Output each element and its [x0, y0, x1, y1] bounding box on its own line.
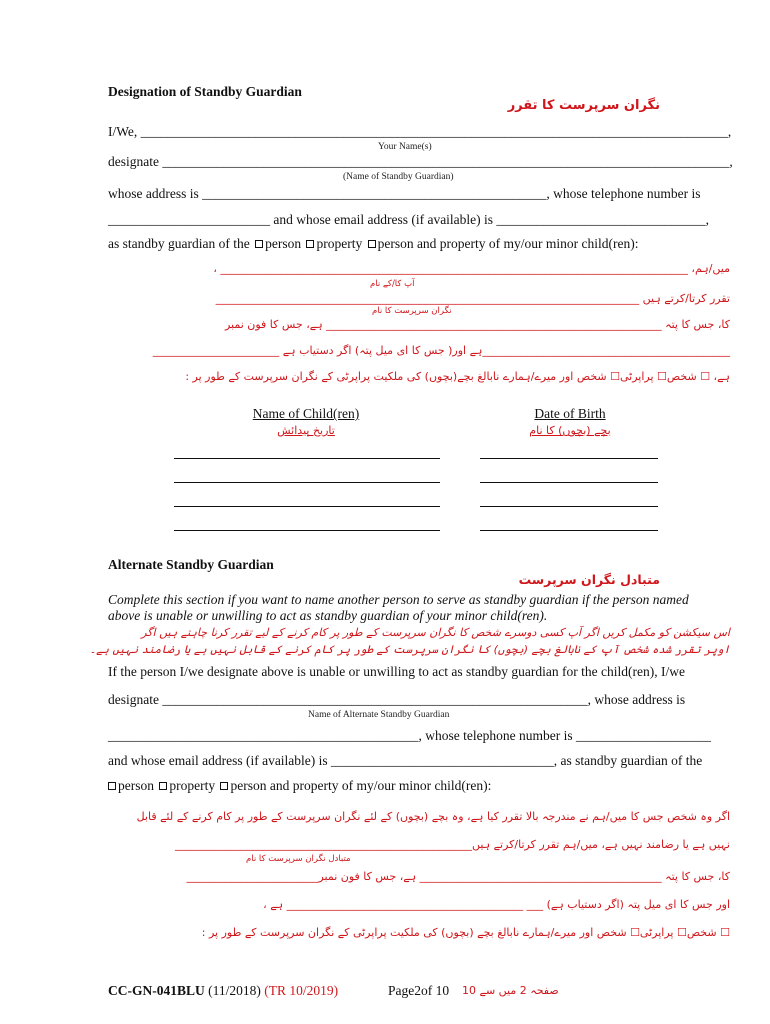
urdu-standby-type-line: ہے، ☐ شخص☐ پراپرٹی☐ شخص اور میرے/ہمارے نابالغ بچے(بچوں) کی ملکیت پراپرٹی کے نگران سرپرست کے طور پر :	[185, 370, 730, 383]
alt-urdu-line5: ☐ شخص☐ پراپرٹی☐ شخص اور میرے/ہمارے نابالغ بچے (بچوں) کی ملکیت پراپرٹی کے نگران سرپرست کے طور پر :	[201, 926, 730, 939]
alt-urdu-line2: نہیں ہے یا رضامند نہیں ہے، میں/ہم تقرر کرتا/کرتے ہیں______________________________________________________	[174, 838, 730, 851]
property-label: property	[316, 236, 363, 251]
alternate-guardian-caption: Name of Alternate Standby Guardian	[308, 710, 450, 720]
footer-tr: (TR 10/2019)	[264, 983, 339, 998]
alternate-phone-line[interactable]: ______________________________________________, whose telephone number is ____________________	[108, 728, 711, 743]
alt-urdu-line3: کا، جس کا پتہ ____________________________________________ ہے، جس کا فون نمبر________________________	[186, 870, 730, 883]
standby-guardian-caption: (Name of Standby Guardian)	[343, 172, 454, 182]
standby-type-prefix: as standby guardian of the	[108, 236, 250, 251]
dob-header-urdu: بچے (بچوں) کا نام	[529, 424, 611, 437]
standby-type-line	[108, 236, 639, 252]
urdu-designate-caption: نگران سرپرست کا نام	[372, 306, 452, 316]
urdu-names-caption: آپ کا/کے نام	[370, 279, 415, 289]
alt-person-checkbox[interactable]	[108, 782, 116, 790]
alt-urdu-line1: اگر وہ شخص جس کا میں/ہم نے مندرجہ بالا تقرر کیا ہے، وہ بچے (بچوں) کے لئے نگران سرپرست کے طور پر کام کرنے کے لئے قابل	[136, 810, 730, 823]
dob-field-1[interactable]	[480, 458, 658, 459]
alt-property-label: property	[169, 778, 216, 793]
alt-property-checkbox[interactable]	[159, 782, 167, 790]
child-name-header-urdu: تاریخ پیدائش	[277, 424, 335, 437]
alt-person-and-property-label: person and property of my/our minor child(ren):	[230, 778, 492, 793]
child-name-field-3[interactable]	[174, 506, 440, 507]
urdu-address-line: کا، جس کا پتہ _____________________________________________________________ ہے، جس کا فون نمبر	[224, 318, 730, 331]
alt-urdu-caption: متبادل نگران سرپرست کا نام	[246, 854, 351, 864]
alt-person-label: person	[118, 778, 154, 793]
child-name-field-4[interactable]	[174, 530, 440, 531]
alternate-instructions-line1: Complete this section if you want to name another person to serve as standby guardian if the person named	[108, 592, 689, 607]
dob-field-3[interactable]	[480, 506, 658, 507]
alternate-type-line	[106, 778, 491, 794]
your-names-line[interactable]: I/We, _______________________________________________________________________________________,	[108, 124, 732, 139]
person-label: person	[265, 236, 302, 251]
alternate-section-heading-urdu: متبادل نگران سرپرست	[518, 572, 660, 587]
alt-urdu-line4: اور جس کا ای میل پتہ (اگر دستیاب ہے) ___ ___________________________________________ ہے ،	[263, 898, 730, 911]
child-name-field-2[interactable]	[174, 482, 440, 483]
dob-field-4[interactable]	[480, 530, 658, 531]
footer-page: Page2of 10	[388, 983, 450, 998]
dob-field-2[interactable]	[480, 482, 658, 483]
alternate-section-heading: Alternate Standby Guardian	[108, 557, 274, 572]
person-checkbox[interactable]	[255, 240, 263, 248]
alternate-instructions-urdu2: اوپر تقرر شدہ شخص آپ کے نابالغ بچے (بچوں) کا نگران سرپرست کے طور پر کام کرنے کے قابل نہیں ہے یا رضامند نہیں ہے۔	[89, 643, 730, 656]
alternate-instructions-line2: above is unable or unwilling to act as standby guardian of your minor child(ren).	[108, 608, 548, 623]
address-phone-line[interactable]: whose address is ___________________________________________________, whose telephone number is	[108, 186, 701, 201]
alternate-instructions-urdu1: اس سیکشن کو مکمل کریں اگر آپ کسی دوسرے شخص کا نگران سرپرست کے طور پر کام کرنے کے لیے تقرر کرنا چاہتے ہیں اگر	[141, 626, 730, 639]
urdu-names-line: میں/ہم، _____________________________________________________________________________________ ،	[213, 262, 730, 275]
alternate-guardian-name-line[interactable]: designate _______________________________________________________________, whose address is	[108, 692, 686, 707]
property-checkbox[interactable]	[306, 240, 314, 248]
footer-form-code: CC-GN-041BLU	[108, 983, 205, 998]
person-and-property-label: person and property of my/our minor child(ren):	[377, 236, 639, 251]
child-name-header: Name of Child(ren)	[252, 406, 360, 421]
standby-guardian-name-line[interactable]: designate ____________________________________________________________________________________,	[108, 154, 733, 169]
child-name-field-1[interactable]	[174, 458, 440, 459]
section-heading-urdu: نگران سرپرست کا تقرر	[507, 98, 660, 113]
alternate-email-line[interactable]: and whose email address (if available) is _________________________________, as standby guardian of the	[108, 753, 703, 768]
your-names-caption: Your Name(s)	[378, 142, 432, 152]
footer-form-date: (11/2018)	[208, 983, 261, 998]
alt-person-and-property-checkbox[interactable]	[220, 782, 228, 790]
urdu-designate-line: تقرر کرتا/کرتے ہیں _____________________________________________________________________________	[215, 292, 730, 305]
section-heading: Designation of Standby Guardian	[108, 84, 302, 99]
alternate-if-line: If the person I/we designate above is unable or unwilling to act as standby guardian for the child(ren), I/we	[108, 664, 685, 679]
person-and-property-checkbox[interactable]	[368, 240, 376, 248]
phone-email-line[interactable]: ________________________ and whose email address (if available) is _______________________________,	[108, 212, 710, 227]
footer-form-id	[108, 983, 338, 999]
dob-header: Date of Birth	[534, 406, 606, 421]
footer-page-urdu: صفحہ 2 میں سے 10	[462, 984, 559, 997]
urdu-email-line: _____________________________________________ہے اور( جس کا ای میل پتہ) اگر دستیاب ہے _______________________	[152, 344, 730, 357]
